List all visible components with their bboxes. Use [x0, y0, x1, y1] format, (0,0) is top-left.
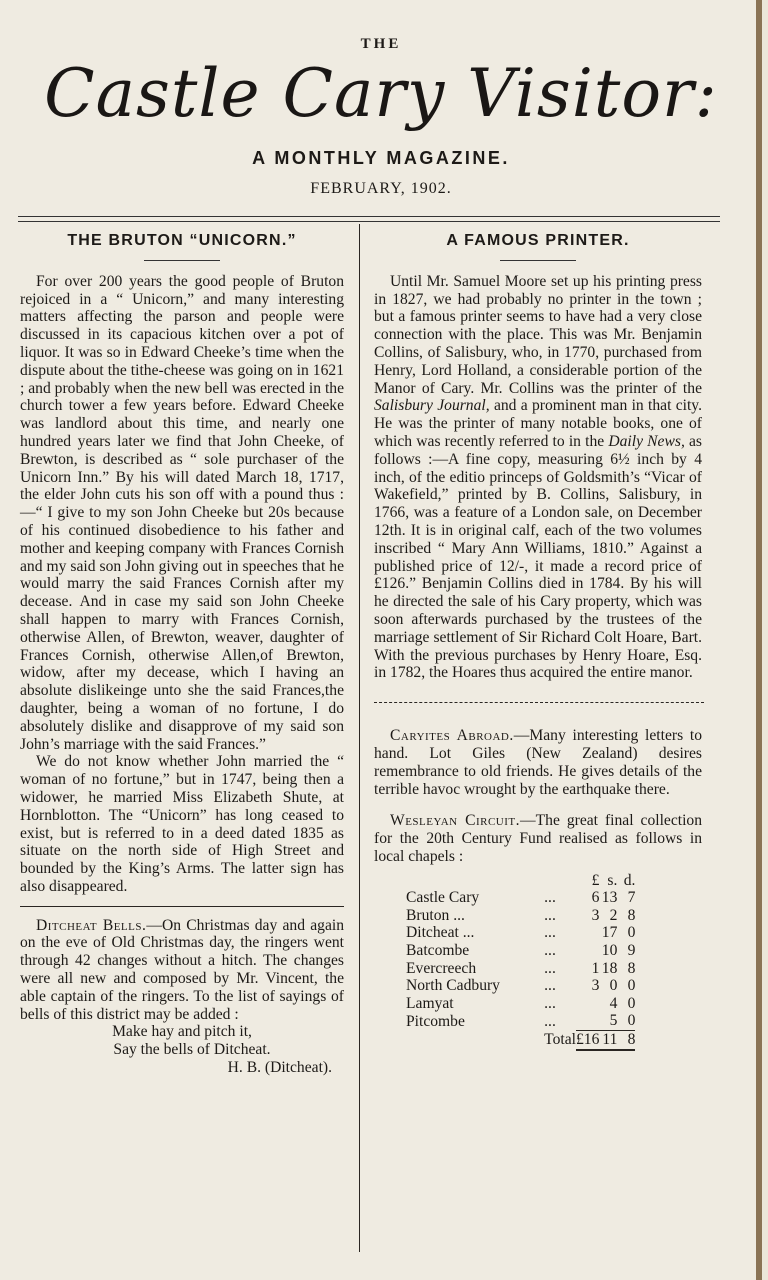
- pounds-cell: [576, 995, 599, 1013]
- leader-dots: ...: [544, 906, 556, 924]
- printer-text-b: and a prominent man in that city. He was the printer of many notable books, one of which was recently referred to in the: [374, 397, 702, 450]
- pence-cell: 8: [627, 906, 636, 924]
- right-column: [374, 232, 702, 1051]
- chapel-name: Bruton ...: [406, 906, 465, 924]
- article-heading-printer: A FAMOUS PRINTER.: [446, 232, 630, 249]
- section-divider: [20, 906, 344, 907]
- table-row: [406, 924, 635, 942]
- heading-underline: [144, 260, 220, 261]
- total-shillings: 11: [599, 1031, 617, 1050]
- chapel-name: Lamyat: [406, 994, 454, 1012]
- table-row: [406, 907, 635, 925]
- leader-dots: ...: [544, 1012, 556, 1030]
- pounds-cell: 3: [591, 906, 600, 924]
- chapel-collection-table: [406, 872, 635, 1051]
- pounds-cell: 3: [591, 977, 600, 995]
- column-divider: [359, 224, 360, 1252]
- daily-news-title: Daily News,: [608, 432, 685, 450]
- unicorn-paragraph-2: We do not know whether John married the “ woman of no fortune,” but in 1747, being then a widower, he married Miss Elizabeth Shute, at Hornblotton. The “Unicorn” has long ceased to exist, but is referred to in a deed dated 1835 as situate on the north side of High Street and bounded by the King’s Arms. The latter sign has also disappeared.: [20, 753, 344, 895]
- pounds-cell: [576, 942, 599, 960]
- verse-line-1: Make hay and pitch it,: [112, 1023, 252, 1041]
- signoff: H. B. (Ditcheat).: [227, 1059, 332, 1077]
- pence-cell: 7: [627, 889, 636, 907]
- table-header-row: [406, 872, 635, 890]
- chapel-name: Ditcheat ...: [406, 924, 475, 942]
- leader-dots: ...: [544, 924, 556, 942]
- wesleyan-label: Wesleyan Circuit.: [390, 812, 521, 830]
- pounds-cell: 1: [591, 959, 600, 977]
- unicorn-paragraph-1: For over 200 years the good people of Bruton rejoiced in a “ Unicorn,” and many interesting matters affecting the parson and people were discussed in its capacious kitchen over a pot of liquor. It was so in Edward Cheeke’s time when the dispute about the tithe-cheese was going on in 1621 ; and probably when the new bell was erected in the church tower a few years before. Edward Cheeke was landlord about this time, and nearly one hundred years later we find that John Cheeke, of Brewton, is described as “ sole purchaser of the Unicorn Inn.” By his will dated March 18, 1717, the elder John cuts his son off with a pound thus :—“ I give to my son John Cheeke but 20s because of his continued disobedience to his father and mother and keeping company with Frances Cornish and my said son John giving out in speeches that he would marry the said Frances Cornish after my decease. And in case my said son John Cheeke shall happen to marry with Frances Cornish, otherwise Allen, of Brewton, weaver, daughter of Frances Cornish, otherwise Allen,of Brewton, widow, after my decease, which I having an absolute dislikeinge unto she the said Frances,the daughter, being a woman of no fortune, I do absolutely dislike and disapprove of my said son John’s marriage with the said Frances.”: [20, 272, 344, 753]
- pence-header: d.: [623, 871, 636, 889]
- printer-text-c: as follows :—A fine copy, measuring 6½ inch by 4 inch, of the editio princeps of Goldsmith’s “Vicar of Wakefield,” printed by B. Collins, Salisbury, in 1766, was a feature of a London sale, on December 12th. It is in original calf, each of the two volumes inscribed “ Mary Ann Williams, 1810.” Against a published price of 12/-, it made a record price of £126.” Benjamin Collins died in 1784. By his will he directed the sale of his Cary property, which was soon afterwards purchased by the trustees of the marriage settlement of Sir Richard Colt Hoare, Bart. With the previous purchases by Henry Hoare, Esq. in 1782, the Hoares thus acquired the entire manor.: [374, 432, 703, 682]
- masthead-rule-top: [18, 216, 720, 217]
- chapel-name: Batcombe: [406, 942, 470, 960]
- heading-underline: [500, 260, 576, 261]
- total-pounds: £16: [576, 1031, 600, 1049]
- issue-date: FEBRUARY, 1902.: [310, 180, 452, 197]
- leader-dots: ...: [544, 942, 556, 960]
- pounds-header: £: [591, 871, 600, 889]
- shillings-cell: 18: [601, 959, 618, 977]
- pence-cell: 0: [627, 977, 636, 995]
- article-heading-unicorn: THE BRUTON “UNICORN.”: [67, 232, 297, 249]
- dashed-divider: [374, 702, 704, 703]
- table-row: [406, 995, 635, 1013]
- ditcheat-bells-paragraph: [20, 917, 344, 1024]
- printer-paragraph: [374, 273, 702, 682]
- masthead-subtitle: A MONTHLY MAGAZINE.: [252, 148, 510, 168]
- leader-dots: ...: [544, 977, 556, 995]
- table-row: [406, 889, 635, 907]
- table-row: [406, 960, 635, 978]
- pence-cell: 9: [627, 942, 636, 960]
- shillings-cell: 5: [609, 1012, 618, 1030]
- caryites-label: Caryites Abroad.: [390, 727, 514, 745]
- caryites-paragraph: [374, 727, 702, 798]
- ditcheat-bells-label: Ditcheat Bells.: [36, 916, 147, 934]
- shillings-cell: 10: [601, 942, 618, 960]
- leader-dots: ...: [544, 959, 556, 977]
- shillings-header: s.: [607, 871, 618, 889]
- chapel-name: Pitcombe: [406, 1012, 465, 1030]
- leader-dots: ...: [544, 889, 556, 907]
- shillings-cell: 0: [609, 977, 618, 995]
- caryites-text: —Many interesting letters to hand. Lot Giles (New Zealand) desires remembrance to old friends. He gives details of the terrible havoc wrought by the earthquake there.: [374, 727, 702, 798]
- total-pence: 8: [617, 1031, 635, 1050]
- verse-line-2: Say the bells of Ditcheat.: [113, 1041, 271, 1059]
- table-row: [406, 977, 635, 995]
- wesleyan-paragraph: [374, 812, 702, 865]
- pence-cell: 0: [627, 994, 636, 1012]
- table-row: [406, 1012, 635, 1030]
- left-column: [20, 232, 344, 1077]
- pounds-cell: [576, 924, 599, 942]
- shillings-cell: 17: [601, 924, 618, 942]
- masthead-title: Castle Cary Visitor:: [44, 55, 718, 132]
- shillings-cell: 4: [609, 994, 618, 1012]
- ditcheat-bells-text: —On Christmas day and again on the eve of Old Christmas day, the ringers went through 42 changes without a hitch. The changes were all new and composed by Mr. Vincent, the able captain of the ringers. To the list of sayings of bells of this district may be added :: [20, 916, 344, 1023]
- pounds-cell: [576, 1012, 599, 1030]
- wesleyan-text: —The great final collection for the 20th Century Fund realised as follows in local chapels :: [374, 812, 703, 865]
- total-label: Total: [544, 1031, 576, 1049]
- pence-cell: 8: [627, 959, 636, 977]
- shillings-cell: 2: [609, 906, 618, 924]
- leader-dots: ...: [544, 994, 556, 1012]
- masthead-rule-bottom: [18, 221, 720, 222]
- pounds-cell: 6: [591, 889, 600, 907]
- printer-text-a: Until Mr. Samuel Moore set up his printing press in 1827, we had probably no printer in the town ; but a famous printer seems to have had a very close connection with the place. This was Mr. Benjamin Collins, of Salisbury, who, in 1770, purchased from Henry, Lord Holland, a considerable portion of the Manor of Cary. Mr. Collins was the printer of the: [374, 272, 702, 397]
- masthead-the: THE: [360, 36, 402, 52]
- chapel-name: Evercreech: [406, 959, 477, 977]
- shillings-cell: 13: [601, 889, 618, 907]
- table-row: [406, 942, 635, 960]
- chapel-name: Castle Cary: [406, 889, 480, 907]
- total-row: [406, 1031, 635, 1050]
- pence-cell: 0: [627, 1012, 636, 1030]
- chapel-name: North Cadbury: [406, 977, 500, 995]
- pence-cell: 0: [627, 924, 636, 942]
- salisbury-journal-title: Salisbury Journal,: [374, 397, 490, 415]
